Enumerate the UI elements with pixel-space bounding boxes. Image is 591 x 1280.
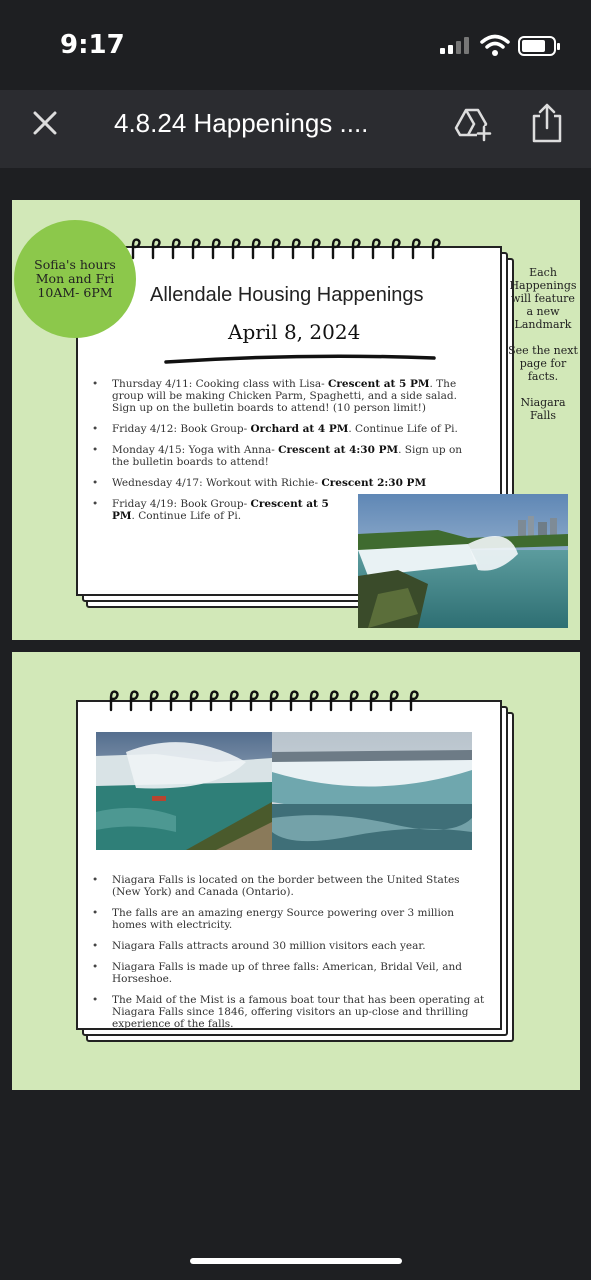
event-location-time: Crescent 2:30 PM — [321, 477, 427, 489]
spiral-ring-icon — [404, 236, 422, 260]
spiral-ring-icon — [204, 236, 222, 260]
event-location-time: Crescent at 5 PM — [328, 378, 430, 390]
wifi-icon — [480, 33, 510, 57]
spiral-ring-icon — [362, 688, 380, 712]
spiral-ring-icon — [122, 688, 140, 712]
spiral-ring-icon — [184, 236, 202, 260]
maid-of-the-mist-photo — [96, 732, 272, 850]
event-location-time: Orchard at 4 PM — [250, 423, 349, 435]
event-text: Thursday 4/11: Cooking class with Lisa- — [112, 378, 329, 390]
spiral-ring-icon — [402, 688, 420, 712]
event-text: Wednesday 4/17: Workout with Richie- — [112, 477, 322, 489]
niagara-falls-photo — [358, 494, 568, 628]
event-item — [92, 498, 332, 522]
spiral-ring-icon — [384, 236, 402, 260]
spiral-ring-icon — [242, 688, 260, 712]
fact-item: • The Maid of the Mist is a famous boat tour that has been operating at Niagara Falls since 1846, offering visitors an up-close and thrilling experience of the falls. — [92, 994, 488, 1030]
share-icon[interactable] — [530, 102, 564, 144]
event-item — [92, 477, 480, 489]
landmark-note-line: Niagara Falls — [520, 396, 566, 422]
document-title: 4.8.24 Happenings .... — [114, 108, 369, 138]
hours-badge — [14, 220, 136, 338]
event-text-after: . The group will be making Chicken Parm, Spaghetti, and a side salad. Sign up on the bulletin boards to attend! (10 person limit!) — [112, 378, 457, 414]
landmark-note — [508, 266, 578, 435]
decorative-underline — [162, 350, 437, 366]
horseshoe-falls-photo — [272, 732, 472, 850]
event-text-after: . Continue Life of Pi. — [131, 510, 242, 522]
status-time: 9:17 — [60, 30, 125, 60]
spiral-binding — [124, 236, 442, 260]
event-text: Friday 4/12: Book Group- — [112, 423, 251, 435]
spiral-ring-icon — [344, 236, 362, 260]
close-icon[interactable] — [28, 106, 62, 140]
spiral-ring-icon — [144, 236, 162, 260]
spiral-ring-icon — [264, 236, 282, 260]
event-item — [92, 378, 480, 414]
spiral-ring-icon — [164, 236, 182, 260]
landmark-note-line: See the next page for facts. — [508, 344, 578, 383]
event-item — [92, 444, 480, 468]
slide-1 — [12, 200, 580, 640]
event-location-time: Crescent at 5 PM — [112, 498, 329, 522]
home-indicator[interactable] — [190, 1258, 402, 1264]
event-item — [92, 423, 480, 435]
spiral-ring-icon — [322, 688, 340, 712]
event-text: Friday 4/19: Book Group- — [112, 498, 251, 510]
spiral-ring-icon — [142, 688, 160, 712]
landmark-note-line: Each Happenings will feature a new Landmark — [509, 266, 577, 331]
spiral-ring-icon — [364, 236, 382, 260]
event-text: Monday 4/15: Yoga with Anna- — [112, 444, 279, 456]
spiral-ring-icon — [284, 236, 302, 260]
spiral-binding — [102, 688, 420, 712]
spiral-ring-icon — [302, 688, 320, 712]
spiral-ring-icon — [324, 236, 342, 260]
facts-list — [92, 874, 488, 1039]
event-text-after: . Sign up on the bulletin boards to attend! — [112, 444, 463, 468]
newsletter-date: April 8, 2024 — [228, 320, 361, 344]
spiral-ring-icon — [224, 236, 242, 260]
event-location-time: Crescent at 4:30 PM — [278, 444, 399, 456]
hours-line: Mon and Fri — [35, 271, 115, 286]
spiral-ring-icon — [182, 688, 200, 712]
add-to-drive-icon[interactable] — [452, 104, 492, 144]
spiral-ring-icon — [342, 688, 360, 712]
fact-item: • Niagara Falls is made up of three falls: American, Bridal Veil, and Horseshoe. — [92, 961, 488, 985]
spiral-ring-icon — [424, 236, 442, 260]
cellular-signal-icon — [440, 37, 469, 54]
spiral-ring-icon — [244, 236, 262, 260]
fact-item: • The falls are an amazing energy Source powering over 3 million homes with electricity. — [92, 907, 488, 931]
spiral-ring-icon — [202, 688, 220, 712]
fact-item: • Niagara Falls is located on the border between the United States (New York) and Canada (Ontario). — [92, 874, 488, 898]
spiral-ring-icon — [282, 688, 300, 712]
spiral-ring-icon — [382, 688, 400, 712]
viewer-header — [0, 90, 591, 168]
hours-line: Sofia's hours — [34, 257, 116, 272]
status-bar — [0, 0, 591, 90]
hours-line: 10AM- 6PM — [37, 285, 113, 300]
slide-2 — [12, 652, 580, 1090]
fact-item: • Niagara Falls attracts around 30 million visitors each year. — [92, 940, 488, 952]
spiral-ring-icon — [304, 236, 322, 260]
battery-icon — [518, 36, 556, 56]
newsletter-title: Allendale Housing Happenings — [150, 284, 424, 306]
spiral-ring-icon — [162, 688, 180, 712]
spiral-ring-icon — [102, 688, 120, 712]
spiral-ring-icon — [222, 688, 240, 712]
spiral-ring-icon — [262, 688, 280, 712]
event-text-after: . Continue Life of Pi. — [348, 423, 458, 435]
